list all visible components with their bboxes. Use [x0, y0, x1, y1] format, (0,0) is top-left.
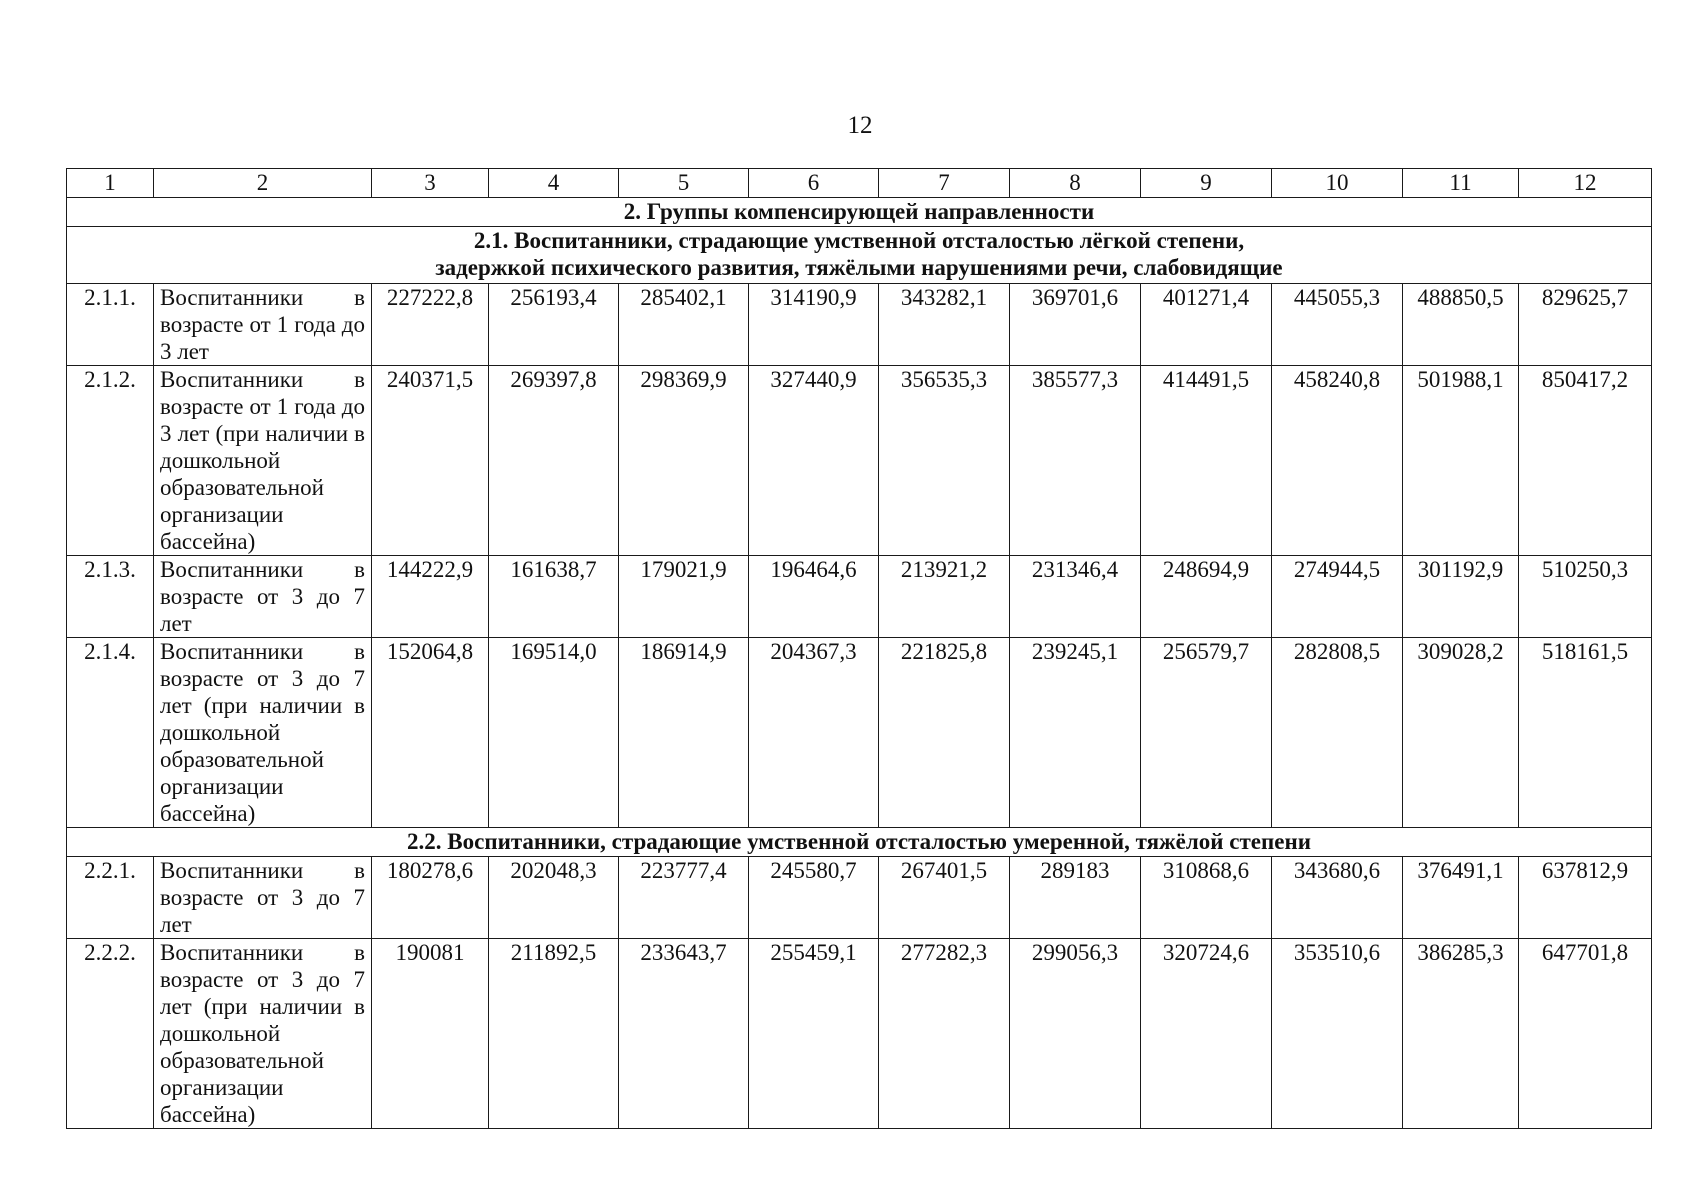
column-number-cell: 5: [619, 169, 749, 198]
row-code-cell: 2.1.2.: [67, 366, 154, 556]
value-cell: 414491,5: [1141, 366, 1272, 556]
value-cell: 204367,3: [749, 638, 879, 828]
section-heading: 2. Группы компенсирующей направленности: [67, 198, 1652, 227]
value-cell: 248694,9: [1141, 556, 1272, 638]
value-cell: 445055,3: [1272, 284, 1403, 366]
value-cell: 211892,5: [489, 939, 619, 1129]
value-cell: 386285,3: [1403, 939, 1519, 1129]
value-cell: 829625,7: [1519, 284, 1652, 366]
value-cell: 314190,9: [749, 284, 879, 366]
value-cell: 488850,5: [1403, 284, 1519, 366]
row-description-cell: Воспитанники в возрасте от 3 до 7 лет: [154, 857, 372, 939]
value-cell: 213921,2: [879, 556, 1010, 638]
row-description-cell: Воспитанники в возрасте от 3 до 7 лет (при наличии в дошкольной образовательной организации бассейна): [154, 939, 372, 1129]
value-cell: 343680,6: [1272, 857, 1403, 939]
row-code-cell: 2.1.1.: [67, 284, 154, 366]
value-cell: 179021,9: [619, 556, 749, 638]
value-cell: 285402,1: [619, 284, 749, 366]
row-description-cell: Воспитанники в возрасте от 1 года до 3 лет (при наличии в дошкольной образовательной организации бассейна): [154, 366, 372, 556]
value-cell: 637812,9: [1519, 857, 1652, 939]
subsection-heading: [67, 227, 1652, 284]
value-cell: 239245,1: [1010, 638, 1141, 828]
section-heading-row: [67, 198, 1652, 227]
row-code-cell: 2.2.1.: [67, 857, 154, 939]
value-cell: 647701,8: [1519, 939, 1652, 1129]
subsection-heading-line: задержкой психического развития, тяжёлыми нарушениями речи, слабовидящие: [435, 255, 1283, 280]
value-cell: 301192,9: [1403, 556, 1519, 638]
value-cell: 180278,6: [372, 857, 489, 939]
column-number-cell: 8: [1010, 169, 1141, 198]
row-description-cell: Воспитанники в возрасте от 3 до 7 лет (при наличии в дошкольной образовательной организации бассейна): [154, 638, 372, 828]
page-number: 12: [847, 112, 873, 139]
column-number-cell: 1: [67, 169, 154, 198]
value-cell: 353510,6: [1272, 939, 1403, 1129]
value-cell: 233643,7: [619, 939, 749, 1129]
value-cell: 186914,9: [619, 638, 749, 828]
column-number-cell: 4: [489, 169, 619, 198]
subsection-heading-row: [67, 227, 1652, 284]
value-cell: 269397,8: [489, 366, 619, 556]
value-cell: 518161,5: [1519, 638, 1652, 828]
value-cell: 245580,7: [749, 857, 879, 939]
table-row: [67, 284, 1652, 366]
value-cell: 274944,5: [1272, 556, 1403, 638]
value-cell: 501988,1: [1403, 366, 1519, 556]
value-cell: 196464,6: [749, 556, 879, 638]
tariff-table: [66, 168, 1652, 1129]
value-cell: 309028,2: [1403, 638, 1519, 828]
column-number-cell: 3: [372, 169, 489, 198]
value-cell: 267401,5: [879, 857, 1010, 939]
value-cell: 369701,6: [1010, 284, 1141, 366]
value-cell: 161638,7: [489, 556, 619, 638]
column-number-cell: 12: [1519, 169, 1652, 198]
column-number-cell: 10: [1272, 169, 1403, 198]
table-row: [67, 556, 1652, 638]
column-number-cell: 7: [879, 169, 1010, 198]
value-cell: 320724,6: [1141, 939, 1272, 1129]
table-row: [67, 857, 1652, 939]
value-cell: 310868,6: [1141, 857, 1272, 939]
row-description-cell: Воспитанники в возрасте от 3 до 7 лет: [154, 556, 372, 638]
value-cell: 850417,2: [1519, 366, 1652, 556]
value-cell: 401271,4: [1141, 284, 1272, 366]
table-row: [67, 366, 1652, 556]
value-cell: 202048,3: [489, 857, 619, 939]
table-row: [67, 939, 1652, 1129]
subsection-heading: 2.2. Воспитанники, страдающие умственной отсталостью умеренной, тяжёлой степени: [67, 828, 1652, 857]
value-cell: 298369,9: [619, 366, 749, 556]
value-cell: 277282,3: [879, 939, 1010, 1129]
value-cell: 152064,8: [372, 638, 489, 828]
value-cell: 256579,7: [1141, 638, 1272, 828]
table-row: [67, 638, 1652, 828]
column-number-cell: 11: [1403, 169, 1519, 198]
subsection-heading-row: [67, 828, 1652, 857]
value-cell: 169514,0: [489, 638, 619, 828]
row-description-cell: Воспитанники в возрасте от 1 года до 3 лет: [154, 284, 372, 366]
value-cell: 240371,5: [372, 366, 489, 556]
column-number-cell: 6: [749, 169, 879, 198]
value-cell: 223777,4: [619, 857, 749, 939]
value-cell: 458240,8: [1272, 366, 1403, 556]
value-cell: 510250,3: [1519, 556, 1652, 638]
value-cell: 282808,5: [1272, 638, 1403, 828]
subsection-heading-line: 2.1. Воспитанники, страдающие умственной отсталостью лёгкой степени,: [473, 228, 1245, 253]
column-number-cell: 2: [154, 169, 372, 198]
column-number-row: [67, 169, 1652, 198]
value-cell: 255459,1: [749, 939, 879, 1129]
value-cell: 376491,1: [1403, 857, 1519, 939]
value-cell: 343282,1: [879, 284, 1010, 366]
value-cell: 190081: [372, 939, 489, 1129]
row-code-cell: 2.2.2.: [67, 939, 154, 1129]
value-cell: 144222,9: [372, 556, 489, 638]
row-code-cell: 2.1.3.: [67, 556, 154, 638]
value-cell: 256193,4: [489, 284, 619, 366]
value-cell: 327440,9: [749, 366, 879, 556]
column-number-cell: 9: [1141, 169, 1272, 198]
table-body: [67, 169, 1652, 1129]
value-cell: 356535,3: [879, 366, 1010, 556]
value-cell: 385577,3: [1010, 366, 1141, 556]
value-cell: 221825,8: [879, 638, 1010, 828]
value-cell: 299056,3: [1010, 939, 1141, 1129]
value-cell: 289183: [1010, 857, 1141, 939]
value-cell: 231346,4: [1010, 556, 1141, 638]
row-code-cell: 2.1.4.: [67, 638, 154, 828]
value-cell: 227222,8: [372, 284, 489, 366]
